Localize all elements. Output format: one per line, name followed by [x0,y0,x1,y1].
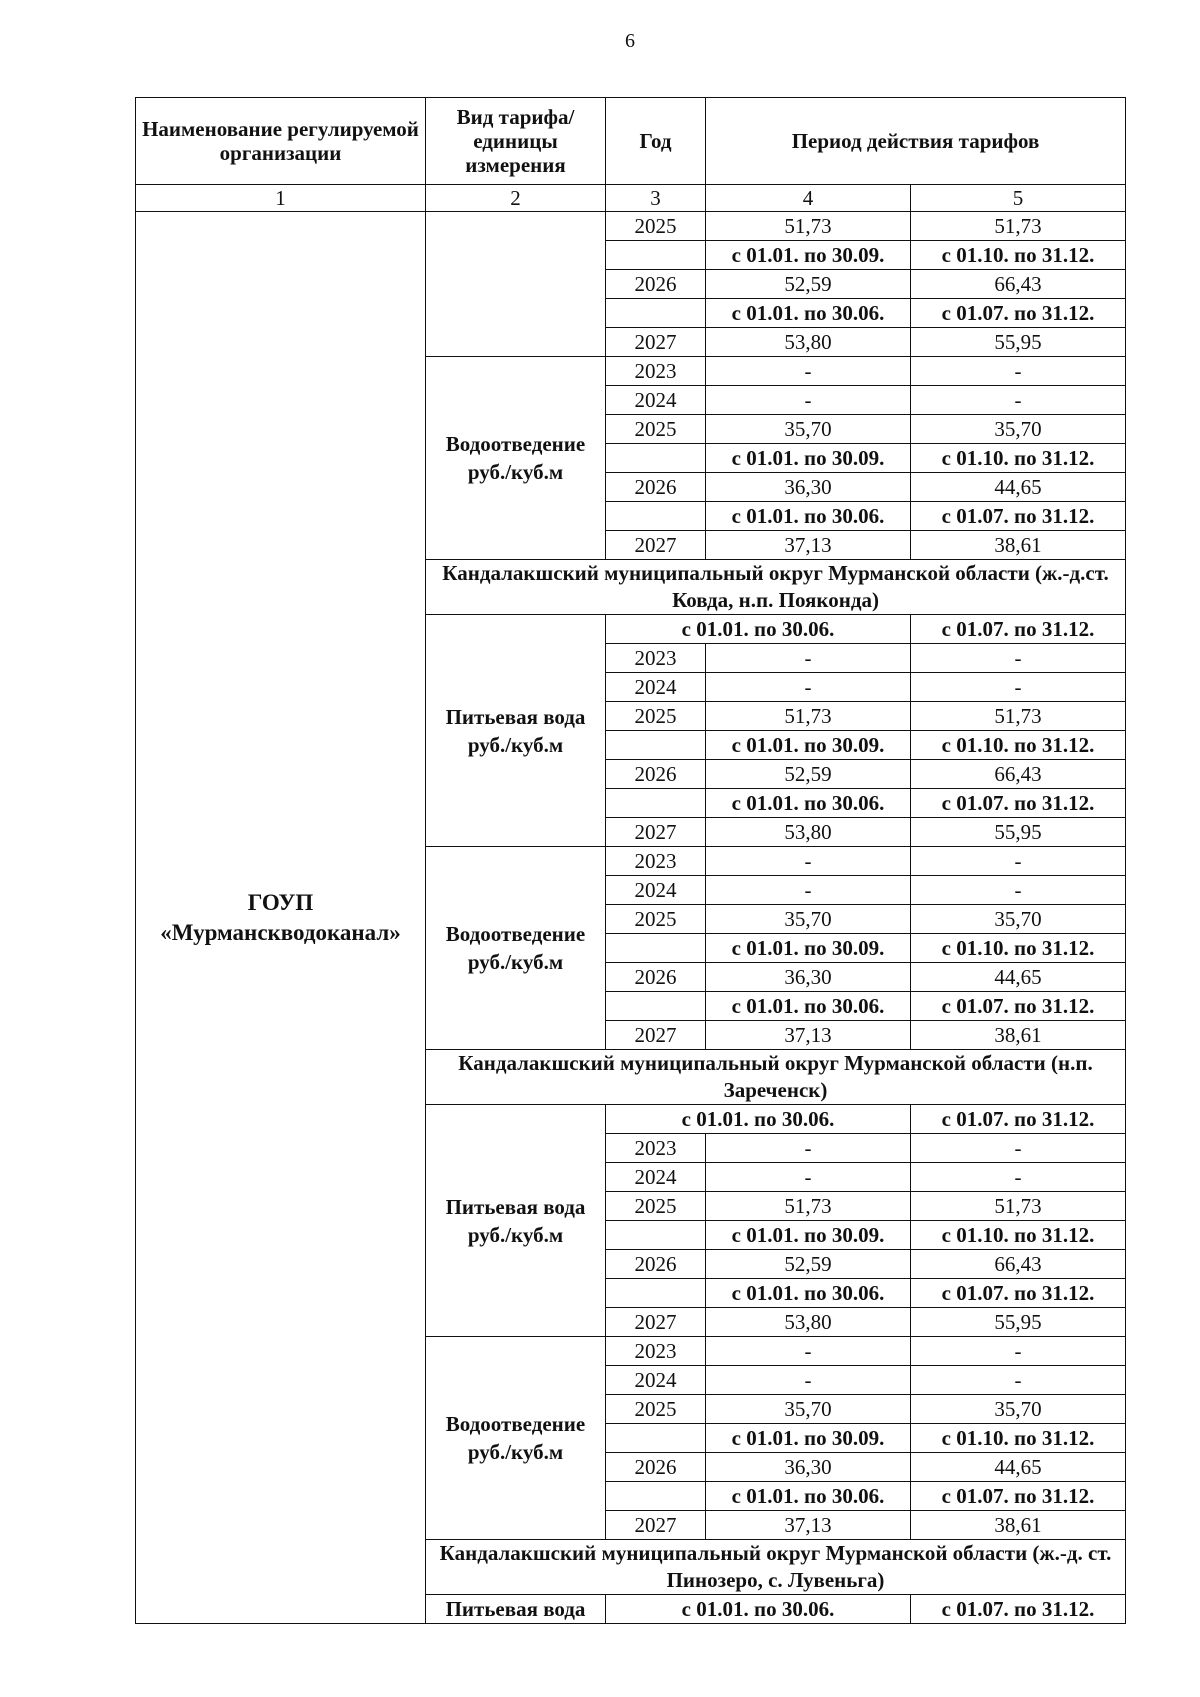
period-cell: с 01.07. по 31.12. [911,1105,1126,1134]
period-cell: с 01.07. по 31.12. [911,1482,1126,1511]
period-cell: с 01.10. по 31.12. [911,731,1126,760]
year-cell: 2023 [606,1337,706,1366]
period-cell: с 01.01. по 30.09. [706,1221,911,1250]
value-cell: - [911,847,1126,876]
period-cell: с 01.01. по 30.09. [706,934,911,963]
year-cell [606,789,706,818]
year-cell [606,444,706,473]
value-cell: - [706,847,911,876]
year-cell: 2023 [606,644,706,673]
value-cell: 35,70 [911,905,1126,934]
period-cell: с 01.10. по 31.12. [911,1424,1126,1453]
period-cell: с 01.01. по 30.09. [706,241,911,270]
org-name: ГОУП «Мурманскводоканал» [136,212,426,1624]
col-number-3: 3 [606,185,706,212]
value-cell: 44,65 [911,473,1126,502]
period-cell: с 01.10. по 31.12. [911,1221,1126,1250]
value-cell: 37,13 [706,1021,911,1050]
value-cell: 44,65 [911,963,1126,992]
year-cell: 2027 [606,1511,706,1540]
value-cell: 52,59 [706,270,911,299]
value-cell: 53,80 [706,818,911,847]
value-cell: - [911,1134,1126,1163]
year-cell [606,241,706,270]
tariff-table [135,97,1126,1624]
col-number-1: 1 [136,185,426,212]
period-cell: с 01.01. по 30.06. [706,299,911,328]
value-cell: - [911,1163,1126,1192]
value-cell: - [911,673,1126,702]
period-cell: с 01.10. по 31.12. [911,241,1126,270]
tariff-type-sewer: Водоотведение руб./куб.м [426,847,606,1050]
section-title-zarechensk: Кандалакшский муниципальный округ Мурманской области (н.п. Зареченск) [426,1050,1126,1105]
year-cell: 2027 [606,1308,706,1337]
period-cell: с 01.07. по 31.12. [911,789,1126,818]
period-cell: с 01.07. по 31.12. [911,1279,1126,1308]
year-cell: 2026 [606,270,706,299]
table-header-row [136,98,1126,185]
tariff-type-sewer: Водоотведение руб./куб.м [426,357,606,560]
value-cell: 35,70 [706,1395,911,1424]
value-cell: 36,30 [706,1453,911,1482]
tariff-type-continued [426,212,606,357]
page-number: 6 [625,30,635,52]
year-cell: 2026 [606,1453,706,1482]
tariff-type-sewer: Водоотведение руб./куб.м [426,1337,606,1540]
tariff-type-water: Питьевая вода [426,1595,606,1624]
year-cell: 2023 [606,357,706,386]
year-cell [606,502,706,531]
value-cell: 66,43 [911,1250,1126,1279]
column-number-row [136,185,1126,212]
value-cell: 51,73 [911,702,1126,731]
year-cell: 2023 [606,847,706,876]
value-cell: 35,70 [706,905,911,934]
col-number-2: 2 [426,185,606,212]
header-tariff-type: Вид тарифа/ единицы измерения [426,98,606,185]
period-cell: с 01.07. по 31.12. [911,992,1126,1021]
value-cell: 35,70 [706,415,911,444]
header-period: Период действия тарифов [706,98,1126,185]
header-year: Год [606,98,706,185]
value-cell: 66,43 [911,270,1126,299]
col-number-4: 4 [706,185,911,212]
period-cell: с 01.01. по 30.06. [706,789,911,818]
year-cell: 2025 [606,212,706,241]
period-cell: с 01.07. по 31.12. [911,1595,1126,1624]
value-cell: 53,80 [706,328,911,357]
year-cell [606,992,706,1021]
section-title-pinozero: Кандалакшский муниципальный округ Мурманской области (ж.-д. ст. Пинозеро, с. Лувеньга) [426,1540,1126,1595]
value-cell: 51,73 [911,1192,1126,1221]
year-cell: 2025 [606,1395,706,1424]
value-cell: - [706,1366,911,1395]
value-cell: 38,61 [911,1511,1126,1540]
period-cell: с 01.07. по 31.12. [911,615,1126,644]
value-cell: 55,95 [911,328,1126,357]
value-cell: 44,65 [911,1453,1126,1482]
value-cell: 51,73 [911,212,1126,241]
value-cell: 55,95 [911,818,1126,847]
year-cell [606,934,706,963]
value-cell: 66,43 [911,760,1126,789]
year-cell [606,1221,706,1250]
value-cell: 51,73 [706,1192,911,1221]
header-org-name: Наименование регулируемой организации [136,98,426,185]
year-cell: 2024 [606,1163,706,1192]
value-cell: 51,73 [706,702,911,731]
period-cell: с 01.01. по 30.06. [706,502,911,531]
value-cell: 51,73 [706,212,911,241]
value-cell: - [911,357,1126,386]
year-cell: 2025 [606,1192,706,1221]
value-cell: - [706,673,911,702]
value-cell: 37,13 [706,531,911,560]
col-number-5: 5 [911,185,1126,212]
period-cell: с 01.10. по 31.12. [911,444,1126,473]
value-cell: 35,70 [911,1395,1126,1424]
value-cell: - [911,1337,1126,1366]
year-cell: 2027 [606,531,706,560]
tariff-type-water: Питьевая вода руб./куб.м [426,615,606,847]
value-cell: 52,59 [706,760,911,789]
year-cell: 2024 [606,1366,706,1395]
year-cell: 2025 [606,415,706,444]
year-cell: 2023 [606,1134,706,1163]
value-cell: - [911,1366,1126,1395]
year-cell [606,1482,706,1511]
year-cell: 2024 [606,876,706,905]
value-cell: - [911,386,1126,415]
period-cell: с 01.01. по 30.09. [706,1424,911,1453]
period-cell: с 01.10. по 31.12. [911,934,1126,963]
value-cell: - [911,876,1126,905]
value-cell: - [706,1337,911,1366]
value-cell: - [706,357,911,386]
value-cell: - [706,1163,911,1192]
period-cell: с 01.01. по 30.06. [606,615,911,644]
year-cell [606,1424,706,1453]
year-cell: 2027 [606,328,706,357]
year-cell: 2025 [606,905,706,934]
value-cell: 38,61 [911,531,1126,560]
period-cell: с 01.07. по 31.12. [911,299,1126,328]
value-cell: 35,70 [911,415,1126,444]
year-cell: 2024 [606,386,706,415]
year-cell [606,1279,706,1308]
year-cell: 2024 [606,673,706,702]
period-cell: с 01.01. по 30.06. [606,1105,911,1134]
value-cell: 53,80 [706,1308,911,1337]
year-cell: 2025 [606,702,706,731]
table-row [136,212,1126,241]
period-cell: с 01.01. по 30.06. [706,1279,911,1308]
year-cell: 2027 [606,1021,706,1050]
period-cell: с 01.01. по 30.09. [706,731,911,760]
value-cell: - [706,644,911,673]
year-cell: 2026 [606,963,706,992]
value-cell: - [706,876,911,905]
period-cell: с 01.01. по 30.06. [606,1595,911,1624]
section-title-kovda: Кандалакшский муниципальный округ Мурманской области (ж.-д.ст. Ковда, н.п. Пояконда) [426,560,1126,615]
year-cell [606,299,706,328]
year-cell [606,731,706,760]
year-cell: 2026 [606,473,706,502]
year-cell: 2026 [606,1250,706,1279]
value-cell: 37,13 [706,1511,911,1540]
value-cell: 36,30 [706,963,911,992]
value-cell: - [706,386,911,415]
value-cell: 55,95 [911,1308,1126,1337]
year-cell: 2027 [606,818,706,847]
period-cell: с 01.01. по 30.09. [706,444,911,473]
tariff-type-water: Питьевая вода руб./куб.м [426,1105,606,1337]
period-cell: с 01.01. по 30.06. [706,1482,911,1511]
period-cell: с 01.07. по 31.12. [911,502,1126,531]
value-cell: 38,61 [911,1021,1126,1050]
period-cell: с 01.01. по 30.06. [706,992,911,1021]
value-cell: 52,59 [706,1250,911,1279]
value-cell: 36,30 [706,473,911,502]
value-cell: - [911,644,1126,673]
year-cell: 2026 [606,760,706,789]
value-cell: - [706,1134,911,1163]
